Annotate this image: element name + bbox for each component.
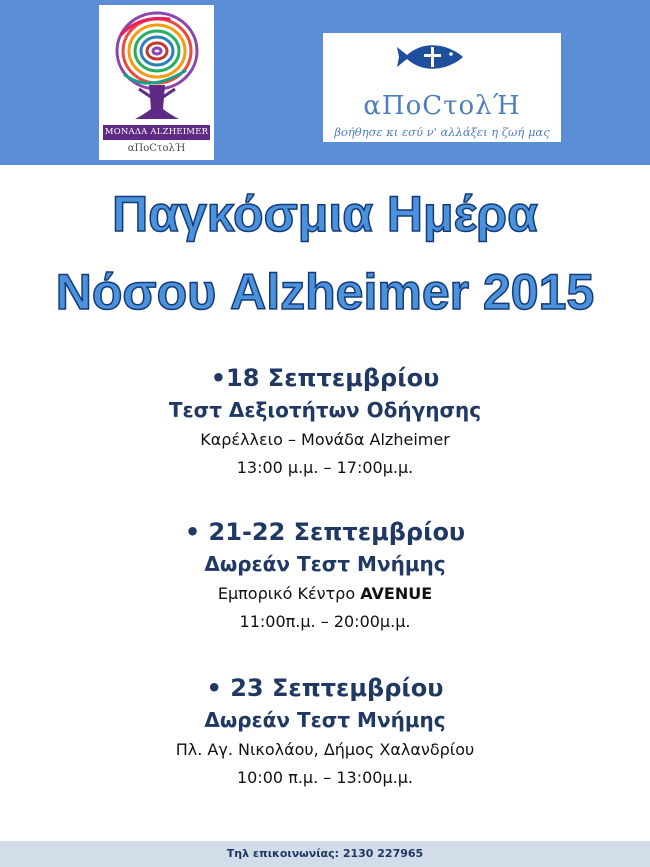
event-place-bold: AVENUE bbox=[360, 584, 433, 603]
page-title-line-2: Νόσου Alzheimer 2015 bbox=[55, 264, 595, 320]
footer-band bbox=[0, 841, 650, 867]
event-place-text: Καρέλλειο – Μονάδα Alzheimer bbox=[200, 430, 450, 449]
apostoli-logo bbox=[323, 33, 561, 142]
event-date: • 21-22 Σεπτεμβρίου bbox=[184, 518, 466, 546]
event-block bbox=[0, 672, 650, 792]
fingerprint-tree-icon bbox=[99, 5, 214, 125]
event-date: • 23 Σεπτεμβρίου bbox=[206, 674, 444, 702]
event-place bbox=[0, 580, 650, 608]
event-time: 10:00 π.μ. – 13:00μ.μ. bbox=[237, 768, 413, 787]
fish-cross-icon bbox=[323, 33, 561, 93]
apostoli-tagline: βοήθησε κι εσύ ν' αλλάξει η ζωή μας bbox=[334, 125, 550, 139]
apostoli-small-brand: αΠοСτολΉ bbox=[127, 143, 186, 154]
event-time: 11:00π.μ. – 20:00μ.μ. bbox=[239, 612, 411, 631]
event-place-text: Εμπορικό Κέντρο bbox=[217, 584, 361, 603]
event-place-text: Πλ. Αγ. Νικολάου, Δήμος Χαλανδρίου bbox=[175, 740, 475, 759]
apostoli-brand: αΠοСτολΉ bbox=[363, 91, 521, 121]
contact-phone: Τηλ επικοινωνίας: 2130 227965 bbox=[226, 847, 424, 860]
page-title-line-1: Παγκόσμια Ημέρα bbox=[112, 186, 538, 242]
event-place bbox=[0, 736, 650, 764]
header-band bbox=[0, 0, 650, 165]
event-name: Τεστ Δεξιοτήτων Οδήγησης bbox=[168, 398, 482, 422]
event-name: Δωρεάν Τεστ Μνήμης bbox=[204, 708, 446, 732]
event-block bbox=[0, 516, 650, 636]
event-name: Δωρεάν Τεστ Μνήμης bbox=[204, 552, 446, 576]
alzheimer-unit-logo bbox=[99, 5, 214, 160]
event-time: 13:00 μ.μ. – 17:00μ.μ. bbox=[236, 458, 414, 477]
unit-label: ΜΟΝΑΔΑ ALZHEIMER bbox=[103, 125, 210, 140]
event-date: •18 Σεπτεμβρίου bbox=[210, 364, 440, 392]
event-place bbox=[0, 426, 650, 454]
event-block bbox=[0, 362, 650, 482]
